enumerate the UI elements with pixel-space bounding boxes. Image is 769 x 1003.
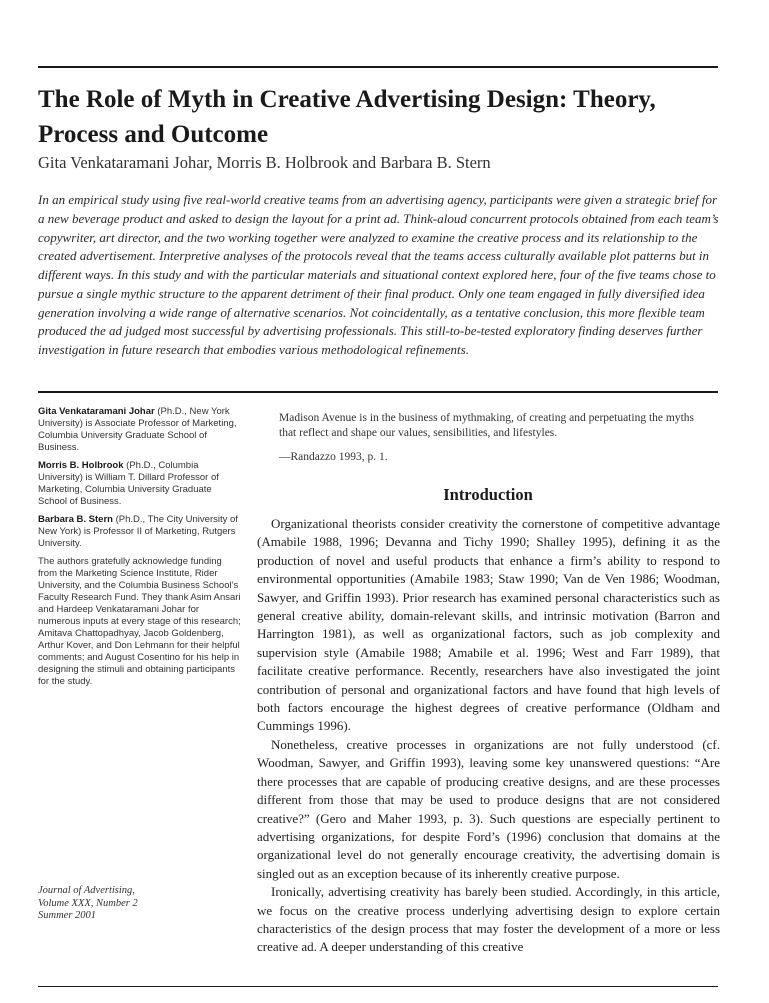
article-title: The Role of Myth in Creative Advertising Design: Theory, Process and Outcome [38,86,656,148]
body-paragraph: Ironically, advertising creativity has barely been studied. Accordingly, in this article, we focus on the creative process underlying advertising design to explore certain characteristics of the design process that may foster the development of a more or less creative ad. A deeper understanding of this creative [257,884,720,955]
acknowledgment: The authors gratefully acknowledge funding from the Marketing Science Institute, Rider University, and the Columbia Business School’s Faculty Research Fund. They thank Asim Ansari and Hardeep Venkataramani Johar for numerous inputs at every stage of this research; Amitava Chattopadhyay, Jacob Goldenberg, Arthur Kover, and Don Lehmann for their helpful comments; and August Cosentino for his help in designing the stimuli and obtaining participants for the study. [38,556,241,687]
abstract: In an empirical study using five real-world creative teams from an advertising agency, participants were given a strategic brief for a new beverage product and asked to design the layout for a print ad. Think-aloud concurrent protocols obtained from each team’s copywriter, art director, and the two working together were analyzed to examine the creative process and its relationship to the created advertisement. Interpretive analyses of the protocols reveal that the teams access culturally available plot patterns but in different ways. In this study and with the particular materials and situational context explored here, four of the five teams chose to pursue a single mythic structure to the apparent detriment of their final product. Only one team engaged in fully diversified idea generation involving a wide range of alternative scenarios. Not coincidentally, as a tentative conclusion, this more flexible team produced the ad judged most successful by advertising professionals. This still-to-be-tested exploratory finding deserves further investigation in future research that embodies various methodological refinements. [38,192,719,357]
body-paragraph: Organizational theorists consider creativity the cornerstone of competitive advantage (Amabile 1988, 1996; Devanna and Tichy 1990; Shalley 1995), defining it as the production of novel and useful products that enhance a firm’s ability to respond to environmental opportunities (Amabile 1983; Staw 1990; Van de Ven 1986; Woodman, Sawyer, and Griffin 1993). Prior research has examined personal characteristics such as general creative ability, domain-relevant skills, and intrinsic motivation (Barron and Harrington 1981), as well as organizational factors, such as job complexity and supervision style (Amabile 1988; Amabile et al. 1996; West and Farr 1989), that facilitate creative performance. Recently, researchers have also investigated the joint contribution of personal and organizational factors and have found that high levels of both factors encourage the highest degrees of creative performance (Oldham and Cummings 1996). [257,516,720,734]
journal-volume: Volume XXX, Number 2 [38,897,138,909]
journal-citation [38,885,228,923]
author-bio-name: Gita Venkataramani Johar [38,406,155,417]
journal-season: Summer 2001 [38,910,97,921]
epigraph [279,411,699,465]
author-bio [38,514,243,550]
top-rule [38,66,718,68]
author-bio-name: Morris B. Holbrook [38,460,124,471]
author-bio [38,460,243,508]
body-paragraph: Nonetheless, creative processes in organizations are not fully understood (cf. Woodman, Sawyer, and Griffin 1993), leaving some key unanswered questions: “Are there processes that are capable of producing creative designs, and are these processes different from those that may be used to produce designs that are not considered creative?” (Gero and Maher 1993, p. 3). Such questions are especially pertinent to advertising organizations, for despite Ford’s (1996) conclusion that domains at the organizational level do not generally encourage creativity, the advertising domain is singled out as an exception because of its inherently creative purpose. [257,736,720,881]
section-heading-introduction: Introduction [443,485,533,504]
author-sidebar [38,406,243,694]
author-list: Gita Venkataramani Johar, Morris B. Holbrook and Barbara B. Stern [38,153,491,172]
bottom-rule [38,986,718,987]
author-bio-text: (Ph.D., The City University of New York) is Professor II of Marketing, Rutgers University. [38,514,238,549]
section-rule [38,391,718,393]
author-bio-name: Barbara B. Stern [38,514,113,525]
journal-name: Journal of Advertising, [38,885,135,896]
author-bio [38,406,243,454]
author-bio-text: (Ph.D., New York University) is Associate Professor of Marketing, Columbia University Graduate School of Business. [38,406,237,453]
body-text [257,515,720,957]
author-bio-text: (Ph.D., Columbia University) is William T. Dillard Professor of Marketing, Columbia University Graduate School of Business. [38,460,219,507]
epigraph-citation: —Randazzo 1993, p. 1. [279,451,388,463]
epigraph-quote: Madison Avenue is in the business of mythmaking, of creating and perpetuating the myths that reflect and shape our values, sensibilities, and lifestyles. [279,412,694,439]
